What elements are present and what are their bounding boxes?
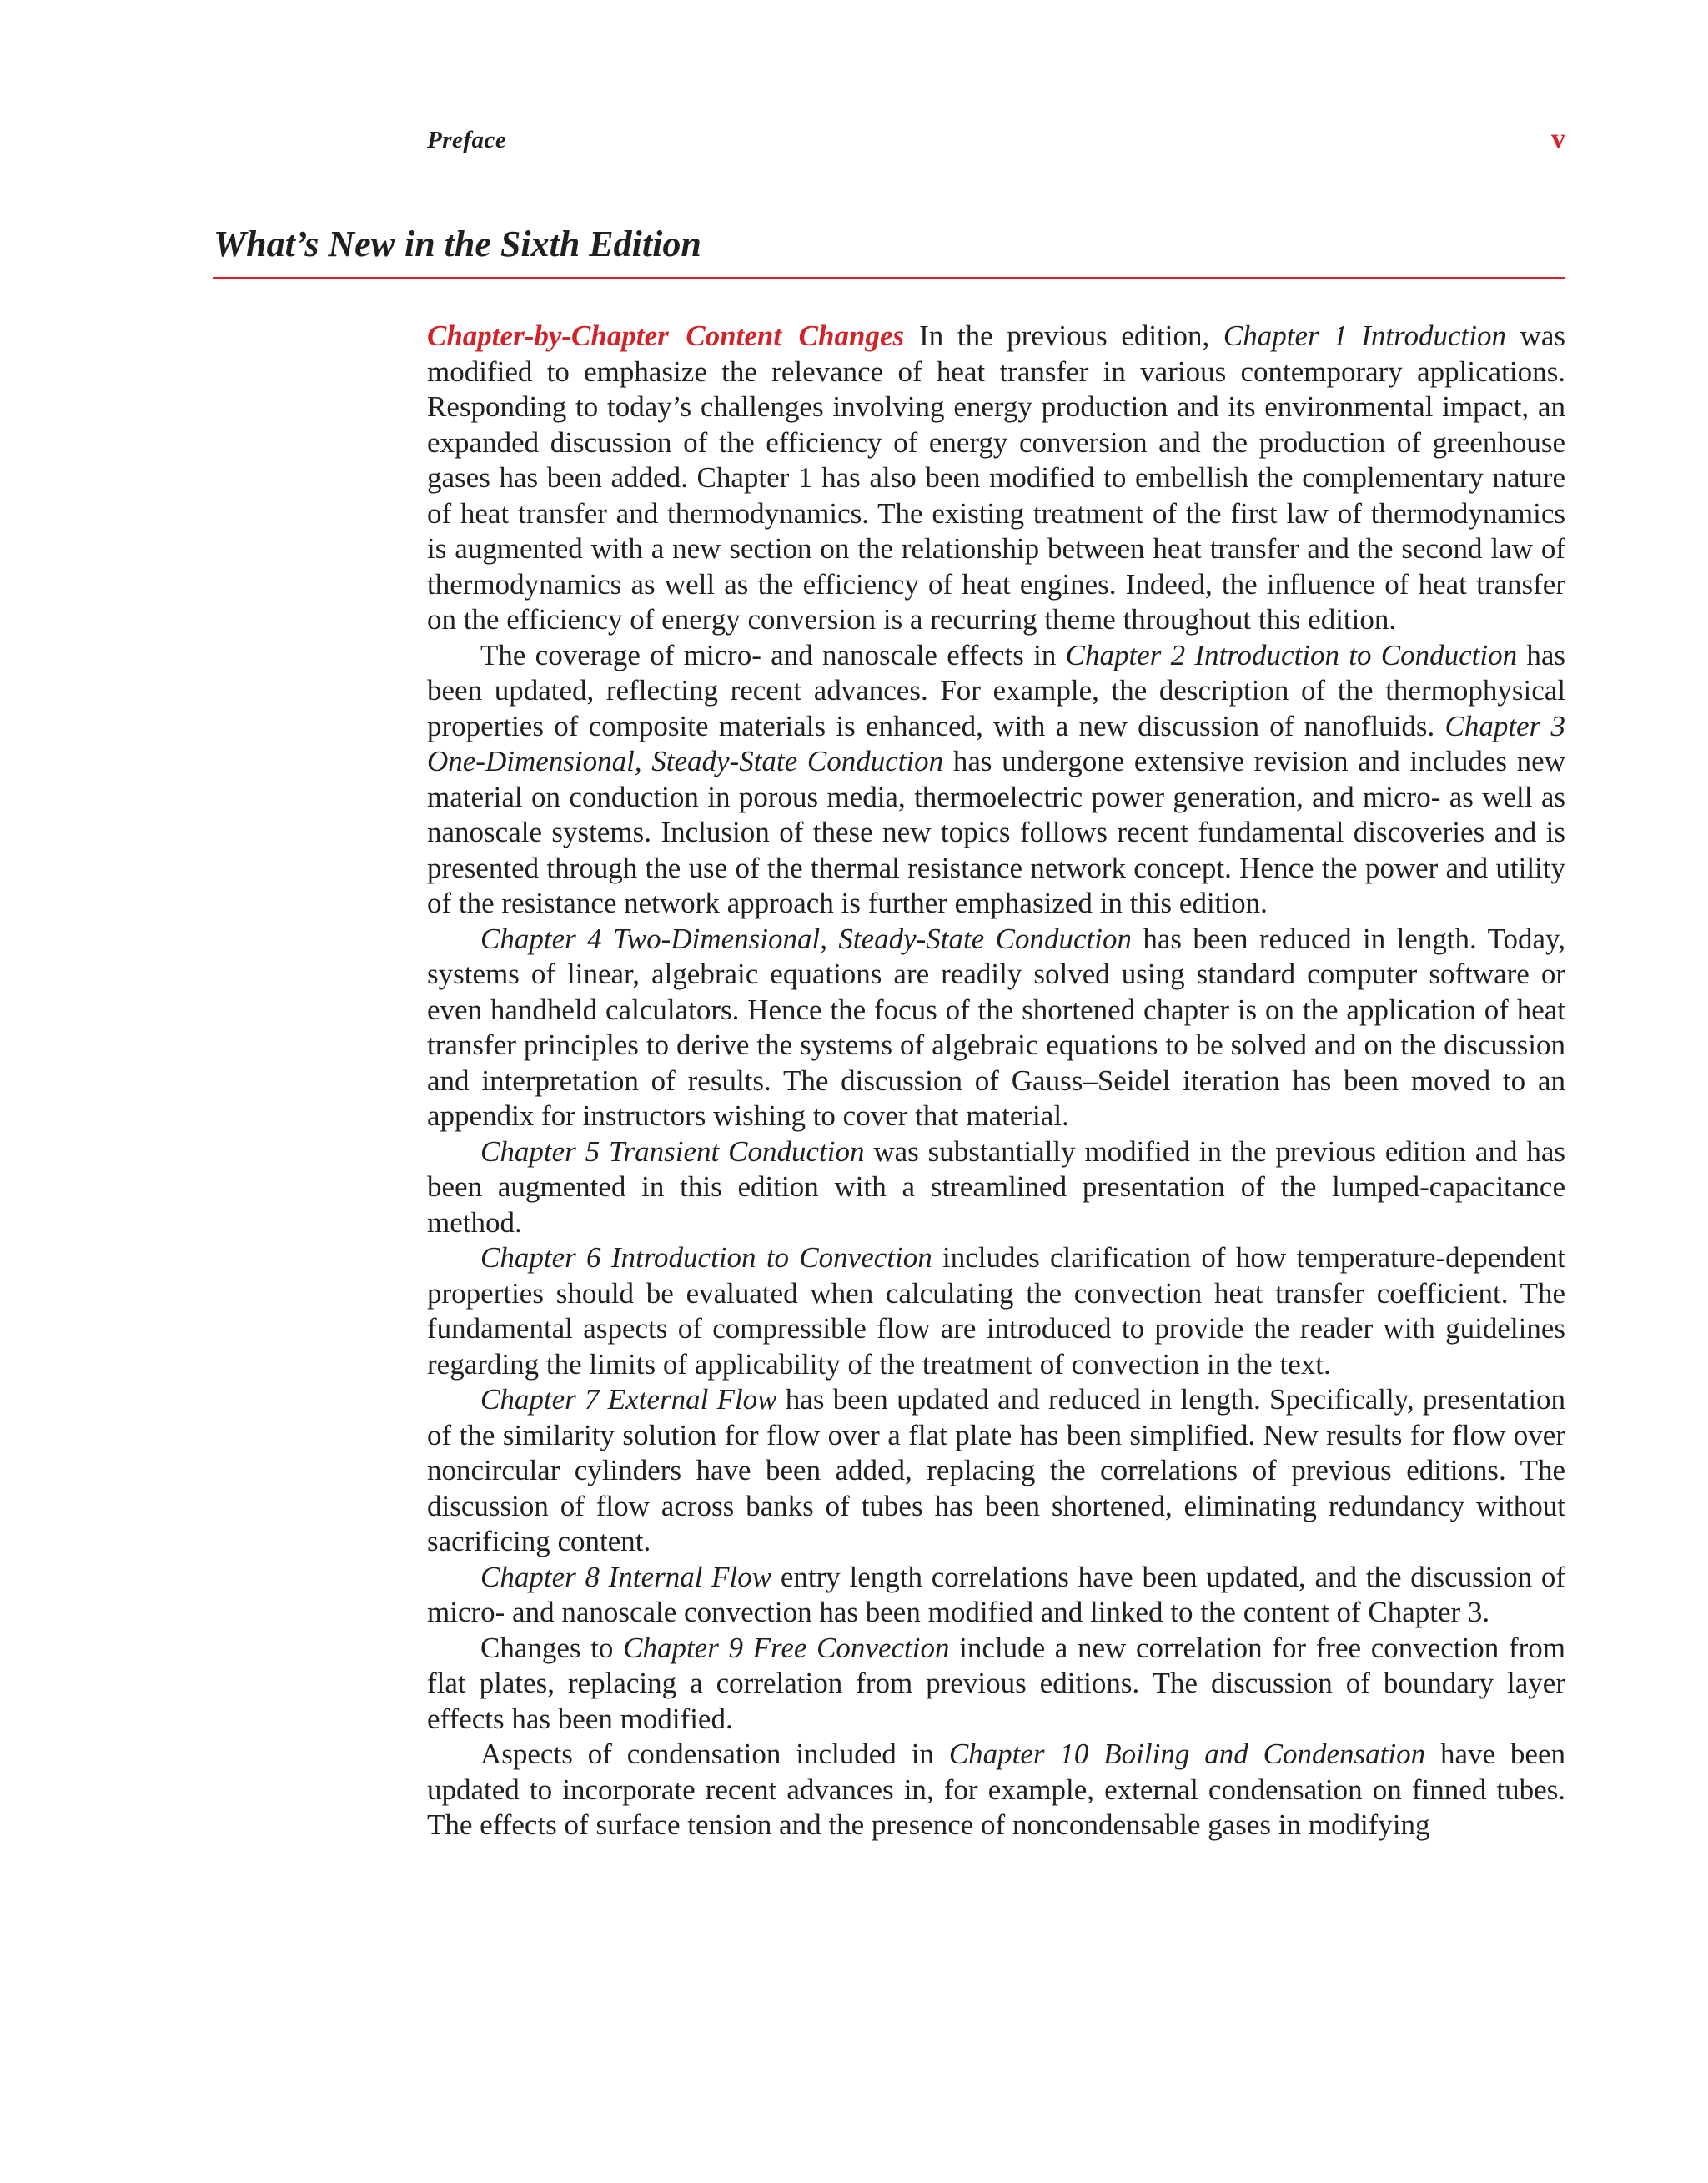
runin-heading: Chapter-by-Chapter Content Changes	[427, 319, 905, 352]
paragraph-text: The coverage of micro- and nanoscale effects in	[480, 638, 1066, 671]
section-title: What’s New in the Sixth Edition	[214, 224, 701, 264]
chapter-title: Chapter 6 Introduction to Convection	[480, 1241, 932, 1274]
paragraph	[427, 319, 1565, 638]
chapter-title: Chapter 1 Introduction	[1223, 319, 1506, 352]
paragraph	[427, 1134, 1565, 1241]
paragraph	[427, 1560, 1565, 1631]
page-number: v	[1551, 123, 1565, 154]
chapter-title: Chapter 4 Two-Dimensional, Steady-State Conduction	[480, 922, 1132, 955]
paragraph-text: has been updated and reduced in length. Specifically, presentation of the similarity solution for flow over a flat plate has been simplified. New results for flow over noncircular cylinders have been added, replacing the correlations of previous editions. The discussion of flow across banks of tubes has been shortened, eliminating redundancy without sacrificing content.	[427, 1383, 1565, 1557]
paragraph-text: has been updated, reflecting recent advances. For example, the description of the thermophysical properties of composite materials is enhanced, with a new discussion of nanofluids.	[427, 638, 1566, 742]
section-rule	[214, 277, 1565, 279]
paragraph-text: In the previous edition,	[919, 319, 1223, 352]
chapter-title: Chapter 2 Introduction to Conduction	[1065, 638, 1518, 671]
chapter-title: Chapter 5 Transient Conduction	[480, 1134, 865, 1168]
paragraph	[427, 1382, 1565, 1560]
paragraph	[427, 1240, 1565, 1382]
paragraph-text: was substantially modified in the previous edition and has been augmented in this edition with a streamlined presentation of the lumped-capacitance method.	[427, 1134, 1566, 1239]
paragraph-text: have been updated to incorporate recent advances in, for example, external condensation on finned tubes. The effects of surface tension and the presence of noncondensable gases in modifying	[427, 1738, 1565, 1841]
paragraph	[427, 638, 1565, 922]
paragraph	[427, 1631, 1565, 1738]
chapter-title: Chapter 7 External Flow	[480, 1383, 777, 1416]
paragraph-text: includes clarification of how temperature-dependent properties should be evaluated when calculating the convection heat transfer coefficient. The fundamental aspects of compressible flow are introduced to provide the reader with guidelines regarding the limits of applicability of the treatment of convection in the text.	[427, 1241, 1566, 1381]
paragraph	[427, 922, 1565, 1134]
paragraph-text: Aspects of condensation included in	[480, 1738, 949, 1770]
body-text	[427, 319, 1565, 1843]
running-head-label: Preface	[427, 127, 507, 153]
running-head	[427, 123, 1565, 163]
chapter-title: Chapter 10 Boiling and Condensation	[948, 1738, 1426, 1770]
paragraph-text: was modified to emphasize the relevance of heat transfer in various contemporary applications. Responding to today’s challenges involving energy production and its environmental impact, an expanded discussion of the efficiency of energy conversion and the production of greenhouse gases has been added. Chapter 1 has also been modified to embellish the complementary nature of heat transfer and thermodynamics. The existing treatment of the first law of thermodynamics is augmented with a new section on the relationship between heat transfer and the second law of thermodynamics as well as the efficiency of heat engines. Indeed, the influence of heat transfer on the efficiency of energy conversion is a recurring theme throughout this edition.	[427, 319, 1565, 636]
chapter-title: Chapter 8 Internal Flow	[480, 1560, 772, 1593]
paragraph-text: Changes to	[480, 1631, 624, 1664]
chapter-title: Chapter 9 Free Convection	[623, 1631, 950, 1664]
paragraph-text: include a new correlation for free convection from flat plates, replacing a correlation from previous editions. The discussion of boundary layer effects has been modified.	[427, 1631, 1565, 1735]
paragraph-text: has been reduced in length. Today, systems of linear, algebraic equations are readily solved using standard computer software or even handheld calculators. Hence the focus of the shortened chapter is on the application of heat transfer principles to derive the systems of algebraic equations to be solved and on the discussion and interpretation of results. The discussion of Gauss–Seidel iteration has been moved to an appendix for instructors wishing to cover that material.	[427, 922, 1565, 1132]
paragraph-text: entry length correlations have been updated, and the discussion of micro- and nanoscale convection has been modified and linked to the content of Chapter 3.	[427, 1560, 1565, 1628]
paragraph	[427, 1737, 1565, 1843]
chapter-title: Chapter 3 One-Dimensional, Steady-State Conduction	[427, 709, 1565, 777]
paragraph-text: has undergone extensive revision and includes new material on conduction in porous media, thermoelectric power generation, and micro- as well as nanoscale systems. Inclusion of these new topics follows recent fundamental discoveries and is presented through the use of the thermal resistance network concept. Hence the power and utility of the resistance network approach is further emphasized in this edition.	[427, 745, 1565, 919]
